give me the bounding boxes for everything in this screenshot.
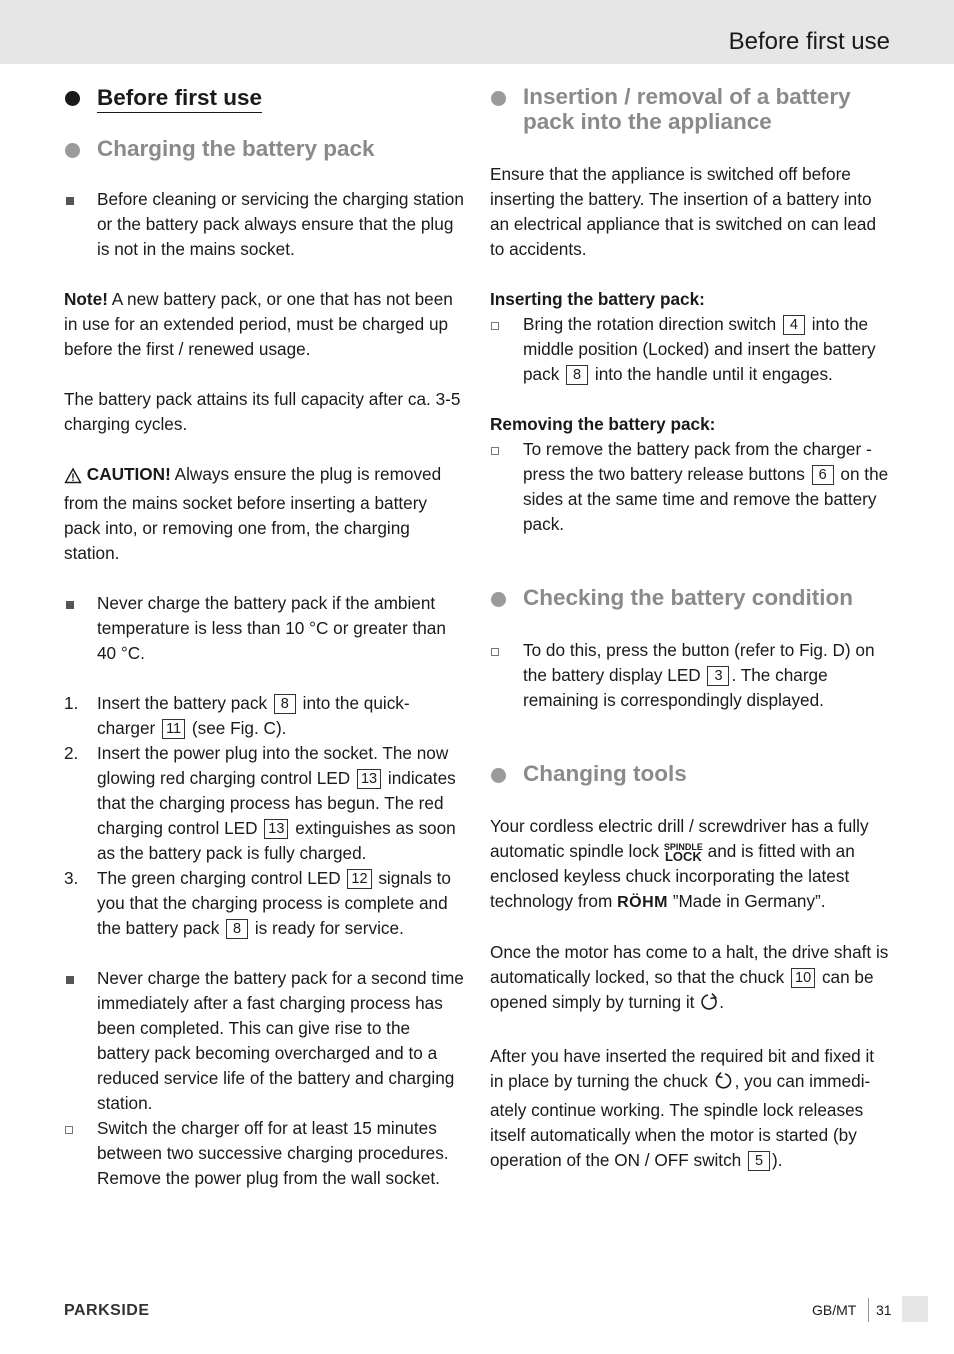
spindle-lock-logo: SPINDLE LOCK: [663, 842, 703, 864]
header-bar: [0, 0, 954, 64]
heading-checking-battery: Checking the battery condition: [490, 585, 892, 610]
bullet-dot-icon: [65, 143, 80, 158]
rohm-logo: RÖHM: [617, 894, 668, 911]
checkbox-bullet-icon: [491, 322, 499, 330]
ref-number: 11: [162, 719, 185, 739]
ref-number: 6: [812, 465, 834, 485]
ref-number: 8: [274, 694, 296, 714]
inserting-heading: Inserting the battery pack:: [490, 289, 705, 309]
ref-number: 13: [357, 769, 381, 789]
left-column: [64, 84, 464, 1191]
ref-number: 13: [264, 819, 288, 839]
checkbox-bullet-icon: [491, 648, 499, 656]
language-code: GB/MT: [812, 1302, 857, 1318]
rotate-close-icon: [713, 1071, 735, 1098]
list-item: Before cleaning or servicing the charging station or the battery pack always ensure that the plug is not in the mains socket.: [64, 187, 464, 262]
heading-insertion-removal: Insertion / removal of a battery pack into the appliance: [490, 84, 892, 134]
heading-changing-tools: Changing tools: [490, 761, 892, 786]
footer-divider: [868, 1298, 869, 1322]
ref-number: 12: [347, 869, 371, 889]
bullet-dot-icon: [491, 91, 506, 106]
page-tab: [902, 1296, 928, 1322]
step-3: 3. The green charging control LED 12 signals to you that the charging process is complete and the battery pack 8 is ready for service.: [64, 868, 451, 938]
after-paragraph: After you have inserted the required bit and fixed it in place by turning the chuck , you can immedi-ately continue working. The spindle lock releases itself automatically when the motor is started (by operation of the ON / OFF switch 5 ).: [490, 1046, 875, 1170]
tools-paragraph: Your cordless electric drill / screwdriver has a fully automatic spindle lock SPINDLE LOCK and is fitted with an enclosed keyless chuck incorporating the latest technology from RÖHM ”Made in Germany”.: [490, 816, 869, 911]
capacity-paragraph: The battery pack attains its full capacity after ca. 3-5 charging cycles.: [64, 389, 461, 434]
checkbox-bullet-icon: [65, 1126, 73, 1134]
checkbox-bullet-icon: [491, 447, 499, 455]
list-item: Switch the charger off for at least 15 minutes between two successive charging procedures. Remove the power plug from the wall socket.: [64, 1116, 464, 1191]
right-column: [490, 84, 892, 1173]
motor-paragraph: Once the motor has come to a halt, the drive shaft is automatically locked, so that the chuck 10 can be opened simply by turning it .: [490, 940, 892, 1019]
square-bullet-icon: [66, 601, 74, 609]
list-item: Never charge the battery pack for a second time immediately after a fast charging process has been completed. This can give rise to the battery pack becoming overcharged and to a reduced service life of the battery and charging station.: [64, 966, 464, 1116]
step-1: 1. Insert the battery pack 8 into the quick-charger 11 (see Fig. C).: [64, 693, 410, 738]
removing-heading: Removing the battery pack:: [490, 414, 716, 434]
square-bullet-icon: [66, 197, 74, 205]
note-paragraph: Note! A new battery pack, or one that has not been in use for an extended period, must be charged up before the first / renewed usage.: [64, 289, 453, 359]
ref-number: 5: [748, 1151, 770, 1171]
list-item: To do this, press the button (refer to Fig. D) on the battery display LED 3 . The charge remaining is correspondingly displayed.: [490, 638, 892, 713]
ref-number: 10: [791, 968, 815, 988]
warning-triangle-icon: [64, 466, 82, 491]
ref-number: 8: [226, 919, 248, 939]
list-item: Bring the rotation direction switch 4 into the middle position (Locked) and insert the battery pack 8 into the handle until it engages.: [490, 312, 892, 387]
footer: [0, 1296, 954, 1326]
list-item: Never charge the battery pack if the ambient temperature is less than 10 °C or greater than 40 °C.: [64, 591, 464, 666]
heading-before-first-use: Before first use: [64, 84, 464, 116]
page-number: 31: [876, 1302, 892, 1318]
ref-number: 8: [566, 365, 588, 385]
step-2: 2. Insert the power plug into the socket. The now glowing red charging control LED 13 indicates that the charging process has begun. The red charging control LED 13 extinguishes as soon as the battery pack is fully charged.: [64, 743, 456, 863]
running-title: Before first use: [728, 28, 890, 55]
rotate-open-icon: [699, 992, 719, 1019]
list-item: To remove the battery pack from the charger - press the two battery release buttons 6 on the sides at the same time and remove the battery pack.: [490, 437, 892, 537]
bullet-dot-icon: [491, 768, 506, 783]
ref-number: 4: [783, 315, 805, 335]
bullet-dot-icon: [491, 592, 506, 607]
square-bullet-icon: [66, 976, 74, 984]
caution-paragraph: CAUTION! Always ensure the plug is removed from the mains socket before inserting a battery pack into, or removing one from, the charging station.: [64, 464, 442, 563]
insertion-intro: Ensure that the appliance is switched off before inserting the battery. The insertion of a battery into an electrical appliance that is switched on can lead to accidents.: [490, 164, 876, 259]
brand-logo: PARKSIDE: [64, 1302, 150, 1319]
ref-number: 3: [707, 666, 729, 686]
heading-charging-battery-pack: Charging the battery pack: [64, 136, 464, 161]
bullet-dot-icon: [65, 91, 80, 106]
